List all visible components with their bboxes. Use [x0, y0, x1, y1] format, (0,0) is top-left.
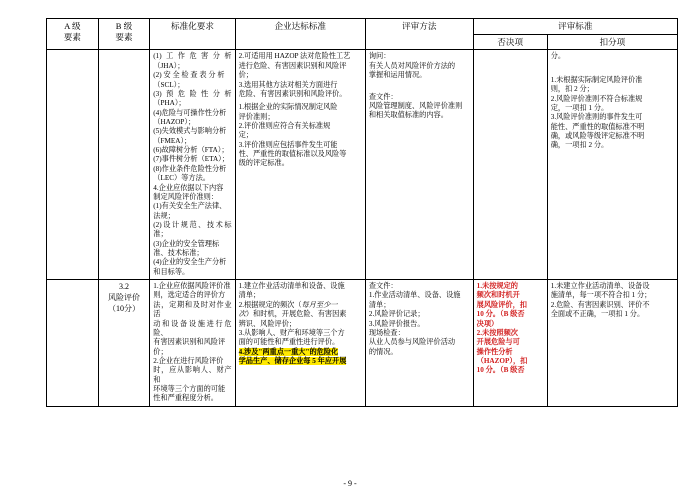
- cell-veto-item: [473, 50, 547, 280]
- cell-veto-item: 1.未按规定的 频次和时机开 展风险评价，扣 10 分。（B 级否 决项） 2.未按照频次 开展危险与可 操作性分析 （HAZOP），扣 10 分。（B 级否: [473, 280, 547, 407]
- cell-b-element: 3.2 风险评价 （10分）: [98, 280, 150, 407]
- header-enterprise-standard: 企业达标标准: [235, 19, 365, 50]
- cell-enterprise-standard: 1.建立作业活动清单和设备、设施 清单； 2.根据规定的频次（每月至少一 次）和时机，开展危险、有害因素 辨识、风险评价； 3.从影响人、财产和环境等三个方 面的可能性和严重性进行评价。 4.涉及"两重点一重大"的危险化 学品生产、储存企业每 5 年应开展: [235, 280, 365, 407]
- header-review-criteria: 评审标准: [473, 19, 677, 35]
- header-standard-requirement: 标准化要求: [150, 19, 235, 50]
- header-deduction-item: 扣分项: [547, 34, 677, 50]
- cell-b-element: [98, 50, 150, 280]
- standardization-review-table: [46, 18, 678, 407]
- cell-standard-requirement: (1)工作危害分析（JHA）； (2) 安 全 检 查 表 分 析 （SCL）； (3)预危险性分析（PHA）； (4)危险与可操作性分析 （HAZOP）； (5)失效模式与影响分析 （FMEA）； (6)故障树分析（FTA）； (7)事件树分析（ETA）； (8)作业条件危险性分析 （LEC）等方法。 4.企业应依据以下内容 制定风险评价准则： (1)有关安全生产法律、 法规； (2)设计规范、技术标准； (3)企业的安全管理标 准、技术标准； (4)企业的安全生产分析 和目标等。: [150, 50, 235, 280]
- page-number: - 9 -: [343, 479, 357, 488]
- cell-review-method: 查文件： 1.作业活动清单、设备、设施 清单； 2.风险评价记录； 3.风险评价报告。 现场检查： 从业人员参与风险评价活动 的情况。: [365, 280, 473, 407]
- cell-enterprise-standard: 2.可适用用 HAZOP 法对危险性工艺 进行危险、有害因素识别和风险评 价； 3.选用其他方法对相关方面进行 危险、有害因素识别和风险评价。 1.根据企业的实际情况制定风险 评价准则； 2.评价准则应符合有关标准规 定； 3.评价准则应包括事件发生可能 性、严重性的取值标准以及风险等 级的评定标准。: [235, 50, 365, 280]
- header-review-method: 评审方法: [365, 19, 473, 50]
- header-a-element: A 级 要素: [47, 19, 99, 50]
- cell-standard-requirement: 1.企业应依据风险评价准 则，选定适合的评价方 法，定期和及时对作业活 动和设备设施进行危险、 有害因素识别和风险评 价； 2.企业在进行风险评价 时，应从影响人、财产和 环境等三个方面的可能 性和严重程度分析。: [150, 280, 235, 407]
- cell-review-method: 询问： 有关人员对风险评价方法的 掌握和运用情况。 查文件： 风险管理制度、风险评价准则 和相关取值标准的内容。: [365, 50, 473, 280]
- cell-deduction-item: 分。 1.未根据实际制定风险评价准 则，扣 2 分； 2.风险评价准则不符合标准规 定，一项扣 1 分。 3.风险评价准则的事件发生可 能性、严重性的取值标准不明 确，或风险等级评定标准不明 确，一项扣 2 分。: [547, 50, 677, 280]
- cell-deduction-item: 1.未建立作业活动清单、设备设 施清单，每一项不符合扣 1 分； 2.危险、有害因素识别、评价不 全面或不正确，一项扣 1 分。: [547, 280, 677, 407]
- table-row: [47, 50, 678, 280]
- cell-a-element: [47, 280, 99, 407]
- table-header-row: [47, 19, 678, 35]
- header-b-element: B 级 要素: [98, 19, 150, 50]
- table-row: [47, 280, 678, 407]
- header-veto-item: 否决项: [473, 34, 547, 50]
- cell-a-element: [47, 50, 99, 280]
